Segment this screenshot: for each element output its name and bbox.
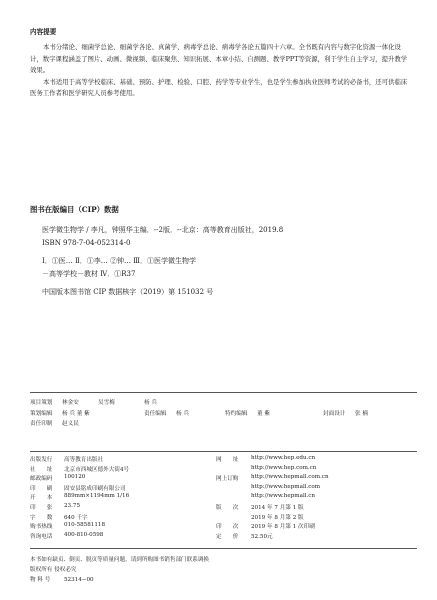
pub-label: 咨询电话 <box>30 533 53 540</box>
cip-isbn: ISBN 978-7-04-052314-0 <box>42 238 131 247</box>
staff-row-planning <box>30 398 420 409</box>
staff-name: 张 楠 <box>355 410 368 417</box>
pub-row <box>30 493 420 503</box>
pub-value: http://www.hep.com.cn <box>251 464 317 471</box>
divider-top <box>30 392 417 393</box>
staff-name: 杨 兵 董 紫 <box>62 410 90 417</box>
pub-row <box>30 532 420 542</box>
pub-row <box>30 503 420 513</box>
pub-label: 印 张 <box>30 504 53 511</box>
footer-notice <box>30 555 420 584</box>
pub-row <box>30 513 420 523</box>
pub-label: 网 址 <box>216 457 239 463</box>
pub-label: 购书热线 <box>30 524 53 531</box>
pub-row <box>30 465 420 475</box>
pub-label: 开 本 <box>30 495 53 502</box>
pub-value: http://www.hep.edu.cn <box>251 455 316 461</box>
publication-info <box>30 455 420 541</box>
pub-value: 889mm×1194mm 1/16 <box>64 493 130 500</box>
staff-name: 杨 兵 <box>176 410 189 417</box>
pub-value: 400-810-0598 <box>64 531 104 538</box>
staff-label: 特约编辑 <box>225 410 248 417</box>
divider-bottom <box>30 548 417 549</box>
staff-name: 吴雪梅 <box>98 400 115 406</box>
cip-classification-2: －高等学校－教材 Ⅳ．①R37 <box>42 269 136 278</box>
pub-label: 字 数 <box>30 514 53 521</box>
material-number <box>30 575 420 585</box>
pub-label: 出版发行 <box>30 457 53 463</box>
pub-value: 2019 年 8 月第 2 版 <box>251 514 304 521</box>
pub-value: http://www.hepmall.com.cn <box>251 474 329 481</box>
pub-value: 52.50元 <box>251 533 273 540</box>
copyright-notice: 版权所有 侵权必究 <box>30 566 77 573</box>
editorial-staff <box>30 398 420 430</box>
pub-value: 640 千字 <box>64 514 88 521</box>
staff-name: 杨 兵 <box>144 400 157 406</box>
cip-verification-number: 中国版本图书馆 CIP 数据核字（2019）第 151032 号 <box>42 288 214 296</box>
pub-row <box>30 522 420 532</box>
staff-label: 封面设计 <box>323 410 346 417</box>
pub-value: 23.75 <box>64 502 81 509</box>
staff-name: 董 紫 <box>257 410 270 417</box>
cip-classification-1: Ⅰ．①医… Ⅱ．①李… ②钟… Ⅲ．①医学微生物学 <box>42 257 196 265</box>
quality-notice: 本书如有缺页、倒页、脱页等质量问题，请到所购图书销售部门联系调换 <box>30 557 210 563</box>
pub-value: 固安县铭成印刷有限公司 <box>64 485 126 492</box>
pub-row <box>30 474 420 484</box>
pub-value: 北京市西城区德外大街4号 <box>64 466 130 473</box>
pub-value: 2014 年 7 月第 1 版 <box>251 504 304 511</box>
staff-label: 责任编辑 <box>144 410 167 417</box>
divider-middle <box>30 451 417 452</box>
staff-row-editors <box>30 409 420 420</box>
staff-row-printing <box>30 419 420 430</box>
pub-label: 印 次 <box>216 524 239 531</box>
content-summary-title: 内容提要 <box>30 28 57 36</box>
summary-paragraph-2: 本书适用于高等学校临床、基础、预防、护理、检验、口腔、药学等专业学生，也是学生参加执业医师考试的必备书，还可供临床医务工作者和医学研究人员参考使用。 <box>30 77 408 98</box>
pub-label: 印 刷 <box>30 485 53 492</box>
pub-row <box>30 484 420 494</box>
staff-label: 策划编辑 <box>30 410 53 417</box>
summary-paragraph-1: 本书分绪论、细菌学总论、细菌学各论、真菌学、病毒学总论、病毒学各论五篇四十六章。全书既有内容与数字化资源一体化设计，数字课程涵盖了图片、动画、微视频、临床聚焦、知识拓展、本章小结、自测题、教学PPT等资源，利于学生自主学习，提升教学效果。 <box>30 43 408 75</box>
staff-label: 责任印制 <box>30 421 53 428</box>
material-number-value: 52314−00 <box>64 576 94 583</box>
pub-label: 版 次 <box>216 504 239 511</box>
pub-label: 定 价 <box>216 533 239 540</box>
pub-label: 网上订购 <box>216 476 239 483</box>
pub-value: 010-58581118 <box>64 522 106 529</box>
pub-value: http://www.hepmall.cn <box>251 493 316 500</box>
pub-value: http://www.hepmall.com <box>251 483 321 490</box>
pub-label: 邮政编码 <box>30 476 53 483</box>
pub-value: 高等教育出版社 <box>64 457 104 463</box>
staff-label: 项目策划 <box>30 400 53 406</box>
pub-value: 100120 <box>64 474 86 481</box>
content-summary <box>30 26 410 100</box>
staff-name: 林金安 <box>62 400 79 406</box>
pub-value: 2019 年 8 月第 1 次印刷 <box>251 524 315 531</box>
staff-name: 赵义民 <box>62 421 79 428</box>
cip-bibliographic-line: 医学微生物学 / 李凡，钟照华主编．--2版．--北京：高等教育出版社，2019.8 <box>42 226 284 234</box>
cip-title: 图书在版编目（CIP）数据 <box>30 205 119 214</box>
cip-data <box>30 204 410 298</box>
material-number-label: 物 料 号 <box>30 576 51 583</box>
pub-label: 社 址 <box>30 466 53 473</box>
pub-row <box>30 455 420 465</box>
